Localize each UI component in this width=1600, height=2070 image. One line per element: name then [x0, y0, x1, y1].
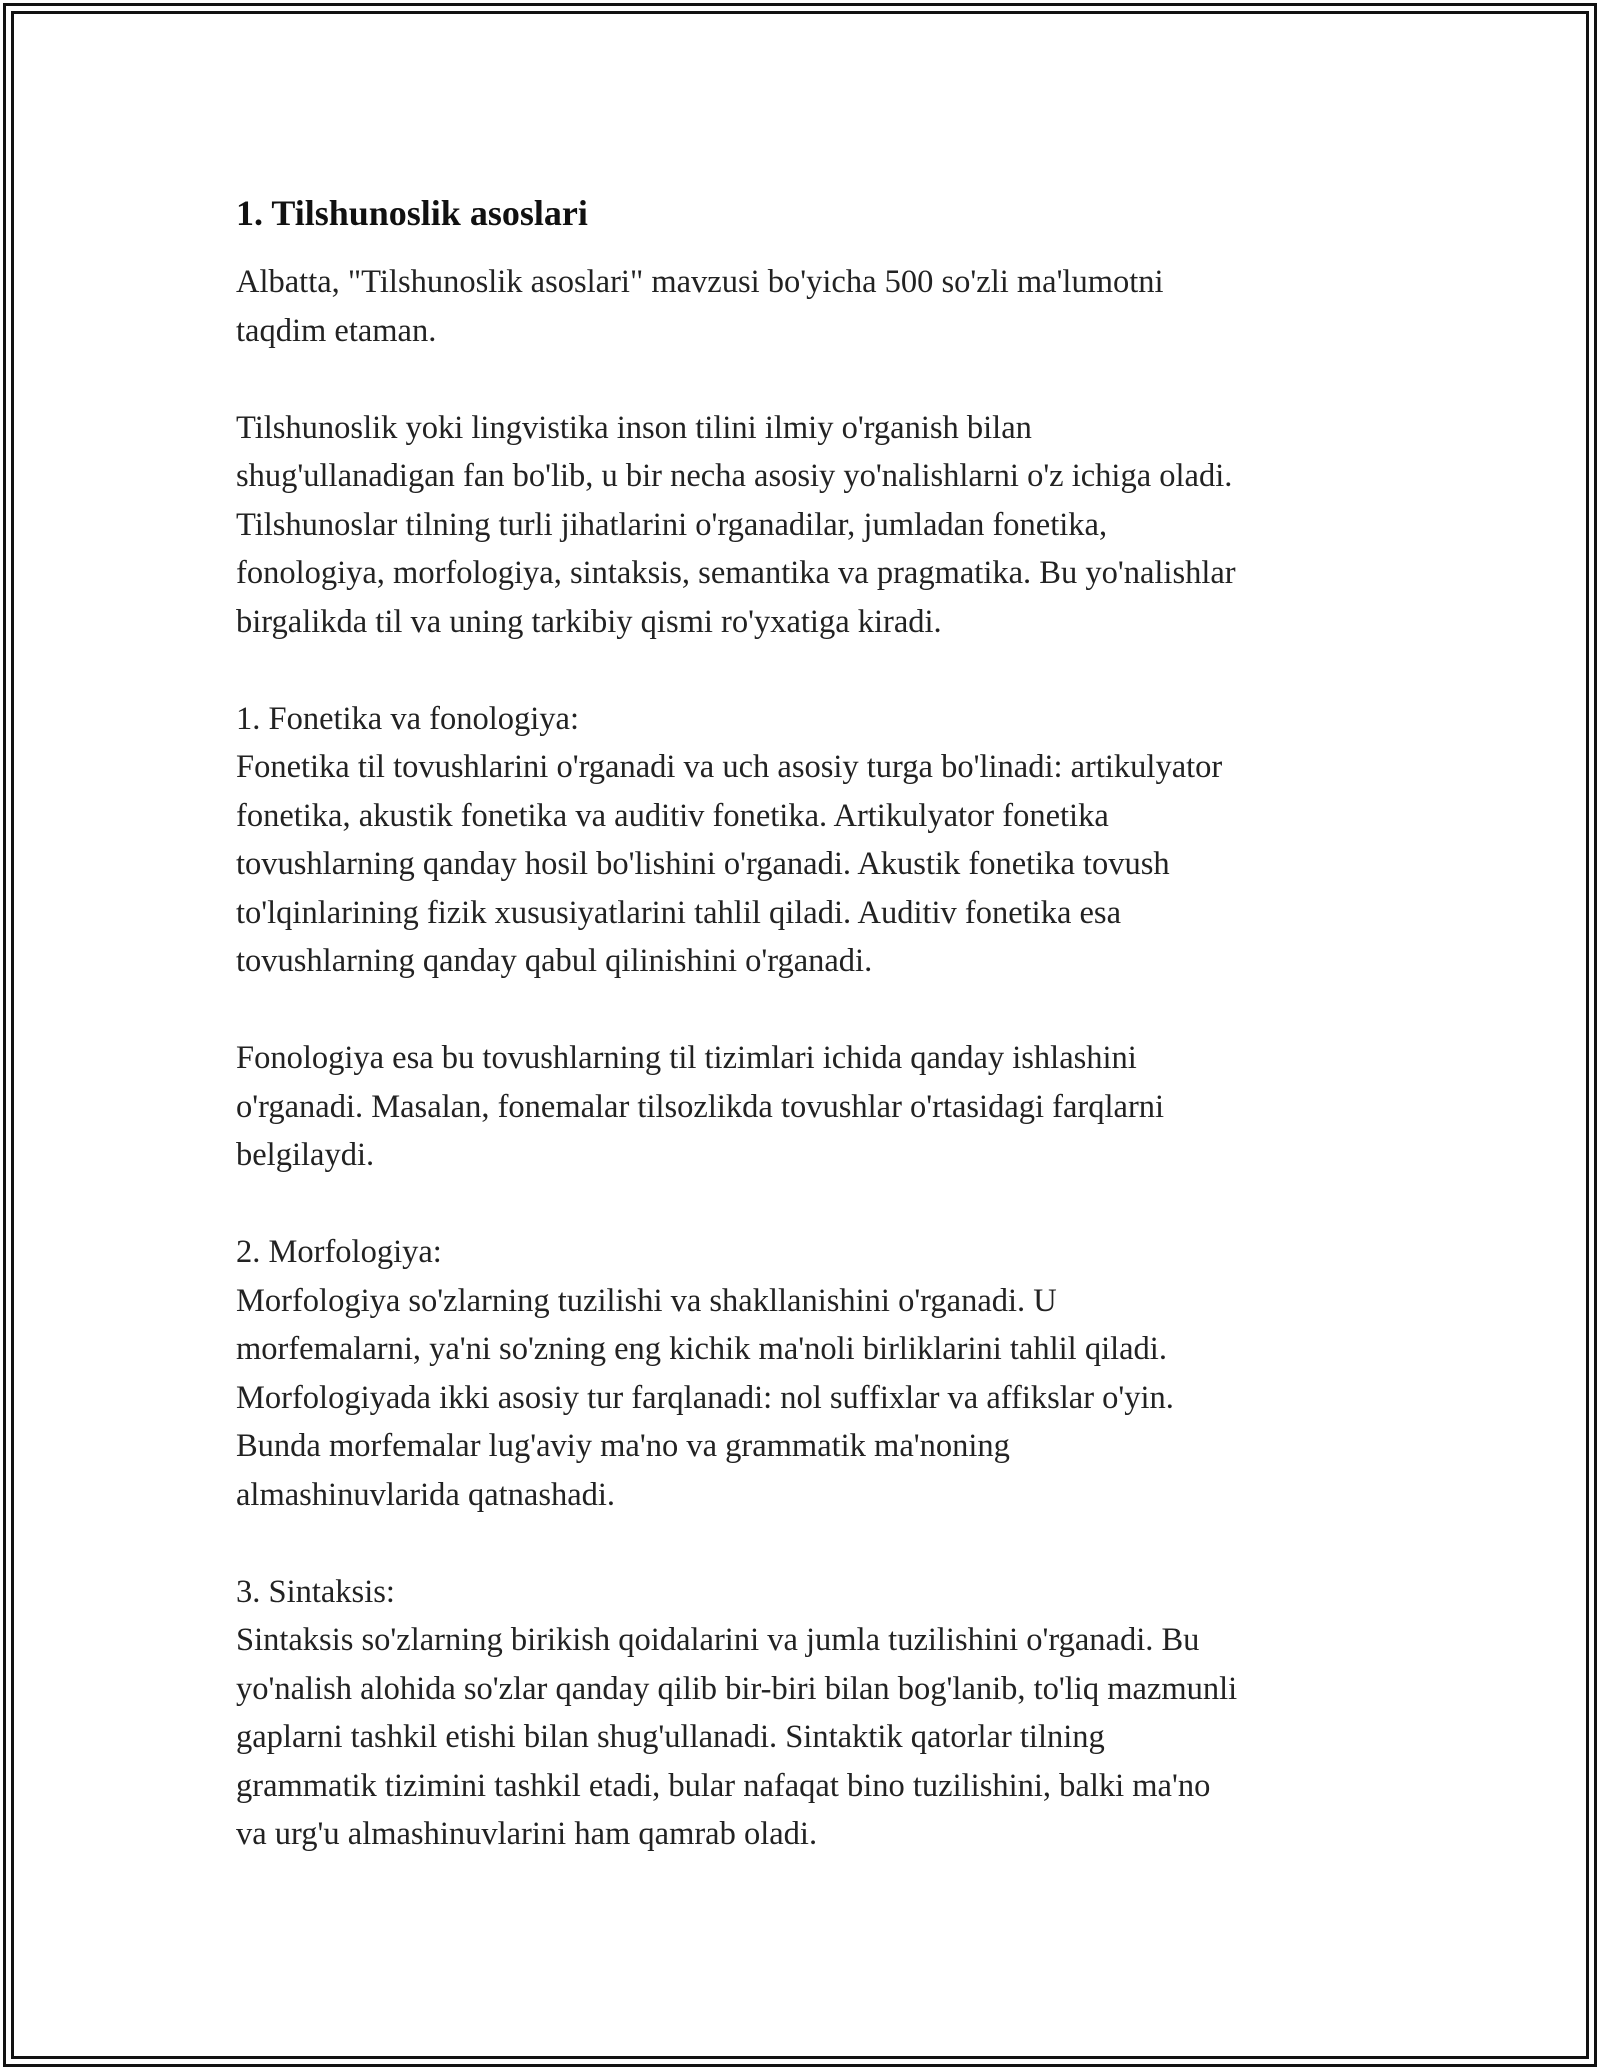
text-line: tovushlarning qanday hosil bo'lishini o'rganadi. Akustik fonetika tovush [236, 846, 1170, 882]
text-line: Albatta, "Tilshunoslik asoslari" mavzusi bo'yicha 500 so'zli ma'lumotni [236, 264, 1164, 300]
text-line: grammatik tizimini tashkil etadi, bular nafaqat bino tuzilishini, balki ma'no [236, 1767, 1211, 1804]
text-line: Morfologiyada ikki asosiy tur farqlanadi: nol suffixlar va affikslar o'yin. [236, 1379, 1174, 1416]
paragraph [236, 258, 1386, 355]
text-line: taqdim etaman. [236, 312, 437, 349]
text-line: fonetika, akustik fonetika va auditiv fonetika. Artikulyator fonetika [236, 797, 1109, 834]
paragraph [236, 404, 1386, 647]
text-line: 1. Fonetika va fonologiya: [236, 700, 579, 737]
text-line: Tilshunoslar tilning turli jihatlarini o'rganadilar, jumladan fonetika, [236, 506, 1108, 543]
text-line: almashinuvlarida qatnashadi. [236, 1476, 616, 1513]
paragraph [236, 1228, 1386, 1519]
paragraph [236, 1034, 1386, 1180]
text-line: 3. Sintaksis: [236, 1573, 395, 1610]
text-line: Morfologiya so'zlarning tuzilishi va shakllanishini o'rganadi. U [236, 1282, 1057, 1319]
document-title: 1. Tilshunoslik asoslari [236, 193, 588, 233]
text-line: Tilshunoslik yoki lingvistika inson tilini ilmiy o'rganish bilan [236, 409, 1032, 446]
text-line: yo'nalish alohida so'zlar qanday qilib bir-biri bilan bog'lanib, to'liq mazmunli [236, 1670, 1238, 1707]
text-line: o'rganadi. Masalan, fonemalar tilsozlikda tovushlar o'rtasidagi farqlarni [236, 1088, 1165, 1125]
text-line: belgilaydi. [236, 1137, 375, 1173]
text-line: va urg'u almashinuvlarini ham qamrab oladi. [236, 1816, 818, 1852]
text-line: to'lqinlarining fizik xususiyatlarini tahlil qiladi. Auditiv fonetika esa [236, 894, 1122, 931]
text-line: tovushlarning qanday qabul qilinishini o'rganadi. [236, 943, 873, 979]
paragraph [236, 1568, 1386, 1859]
text-line: shug'ullanadigan fan bo'lib, u bir necha asosiy yo'nalishlarni o'z ichiga oladi. [236, 458, 1233, 494]
text-line: 2. Morfologiya: [236, 1234, 442, 1270]
paragraph-list [236, 258, 1386, 1859]
text-line: gaplarni tashkil etishi bilan shug'ullanadi. Sintaktik qatorlar tilning [236, 1719, 1105, 1755]
text-line: Fonetika til tovushlarini o'rganadi va uch asosiy turga bo'linadi: artikulyator [236, 749, 1223, 785]
text-line: Fonologiya esa bu tovushlarning til tizimlari ichida qanday ishlashini [236, 1040, 1137, 1076]
text-line: Sintaksis so'zlarning birikish qoidalarini va jumla tuzilishini o'rganadi. Bu [236, 1622, 1200, 1658]
paragraph [236, 695, 1386, 986]
text-line: fonologiya, morfologiya, sintaksis, semantika va pragmatika. Bu yo'nalishlar [236, 555, 1236, 591]
text-line: birgalikda til va uning tarkibiy qismi ro'yxatiga kiradi. [236, 603, 942, 640]
document-body [236, 188, 1386, 1907]
text-line: morfemalarni, ya'ni so'zning eng kichik ma'noli birliklarini tahlil qiladi. [236, 1331, 1167, 1367]
text-line: Bunda morfemalar lug'aviy ma'no va grammatik ma'noning [236, 1428, 1010, 1464]
